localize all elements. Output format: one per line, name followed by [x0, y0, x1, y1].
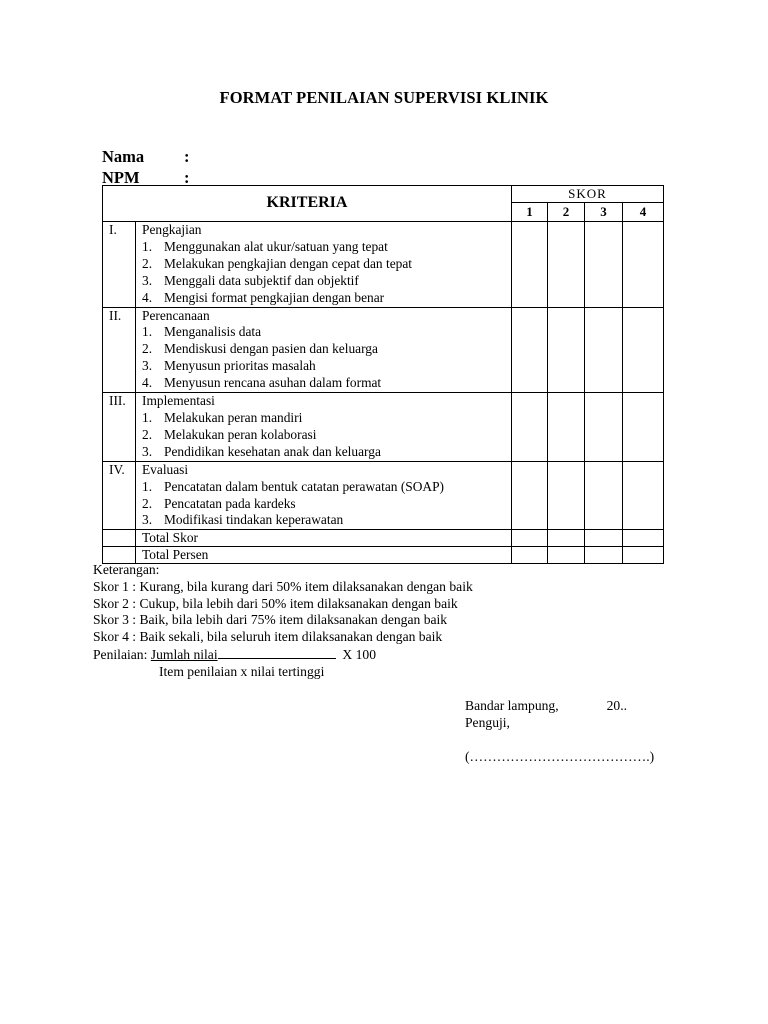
penilaian-formula [93, 646, 473, 664]
criteria-item: 1. Melakukan peran mandiri [142, 409, 303, 425]
score-cell[interactable] [548, 530, 585, 547]
score-cell[interactable] [548, 547, 585, 564]
section-content [136, 393, 512, 462]
criteria-item: 3. Modifikasi tindakan keperawatan [142, 512, 344, 528]
total-skor-row [103, 530, 664, 547]
criteria-item: 2. Melakukan peran kolaborasi [142, 426, 317, 442]
score-cell[interactable] [512, 307, 548, 393]
criteria-item: 3. Menggali data subjektif dan objektif [142, 272, 359, 288]
score-cell[interactable] [512, 461, 548, 530]
formula-numerator: Jumlah nilai [150, 646, 218, 662]
score-cell[interactable] [623, 307, 664, 393]
section-roman: IV. [103, 461, 136, 530]
section-roman: III. [103, 393, 136, 462]
examiner-label: Penguji, [465, 715, 510, 730]
criteria-item: 1. Pencatatan dalam bentuk catatan perawatan (SOAP) [142, 478, 444, 494]
criteria-item: 4. Menyusun rencana asuhan dalam format [142, 375, 382, 391]
score-cell[interactable] [548, 461, 585, 530]
nama-label: Nama [102, 147, 145, 166]
score-cell[interactable] [585, 547, 623, 564]
score-cell[interactable] [548, 222, 585, 308]
score-col-3: 3 [585, 203, 623, 222]
criteria-item: 3. Menyusun prioritas masalah [142, 358, 316, 374]
npm-colon: : [184, 168, 190, 187]
criteria-item: 1. Menggunakan alat ukur/satuan yang tepat [142, 238, 388, 254]
criteria-item: 1. Menganalisis data [142, 324, 262, 340]
criteria-item: 2. Pencatatan pada kardeks [142, 495, 296, 511]
score-cell[interactable] [548, 393, 585, 462]
section-title: Evaluasi [142, 461, 189, 477]
document-title: FORMAT PENILAIAN SUPERVISI KLINIK [219, 88, 549, 107]
year-label: 20.. [606, 698, 628, 713]
signature-block [465, 697, 654, 765]
section-roman: II. [103, 307, 136, 393]
score-cell[interactable] [623, 461, 664, 530]
section-row [103, 222, 664, 308]
section-row [103, 461, 664, 530]
place-date [465, 697, 654, 714]
skor-header: SKOR [512, 186, 664, 203]
empty-cell [103, 530, 136, 547]
notes-block [93, 562, 473, 681]
section-content [136, 461, 512, 530]
criteria-item: 3. Pendidikan kesehatan anak dan keluarga [142, 443, 381, 459]
score-cell[interactable] [623, 222, 664, 308]
formula-multiplier: X 100 [342, 646, 377, 662]
assessment-table [102, 185, 664, 564]
section-row [103, 393, 664, 462]
total-skor-label: Total Skor [136, 530, 512, 547]
npm-label: NPM [102, 168, 140, 187]
criteria-item: 2. Mendiskusi dengan pasien dan keluarga [142, 341, 378, 357]
nama-row [102, 147, 190, 167]
formula-line [218, 646, 336, 659]
skor-1-note: Skor 1 : Kurang, bila kurang dari 50% item dilaksanakan dengan baik [93, 578, 473, 594]
total-persen-label: Total Persen [136, 547, 512, 564]
score-cell[interactable] [548, 307, 585, 393]
score-col-4: 4 [623, 203, 664, 222]
score-cell[interactable] [623, 547, 664, 564]
section-content [136, 222, 512, 308]
criteria-item: 2. Melakukan pengkajian dengan cepat dan tepat [142, 255, 412, 271]
place-label: Bandar lampung, [465, 698, 559, 713]
score-cell[interactable] [512, 530, 548, 547]
section-row [103, 307, 664, 393]
nama-colon: : [184, 147, 190, 166]
skor-3-note: Skor 3 : Baik, bila lebih dari 75% item dilaksanakan dengan baik [93, 612, 448, 628]
score-col-2: 2 [548, 203, 585, 222]
score-cell[interactable] [585, 393, 623, 462]
criteria-item: 4. Mengisi format pengkajian dengan benar [142, 289, 385, 305]
section-title: Implementasi [142, 393, 215, 409]
formula-denominator: Item penilaian x nilai tertinggi [159, 663, 325, 679]
notes-heading: Keterangan: [93, 562, 160, 577]
score-col-1: 1 [512, 203, 548, 222]
skor-2-note: Skor 2 : Cukup, bila lebih dari 50% item dilaksanakan dengan baik [93, 595, 458, 611]
kriteria-header: KRITERIA [103, 186, 512, 222]
score-cell[interactable] [623, 393, 664, 462]
score-cell[interactable] [585, 222, 623, 308]
penilaian-label: Penilaian: [93, 646, 148, 662]
score-cell[interactable] [512, 393, 548, 462]
skor-4-note: Skor 4 : Baik sekali, bila seluruh item dilaksanakan dengan baik [93, 629, 443, 645]
score-cell[interactable] [623, 530, 664, 547]
score-cell[interactable] [585, 461, 623, 530]
signature-blank: (………………………………….) [465, 749, 655, 764]
section-title: Pengkajian [142, 222, 202, 237]
score-cell[interactable] [585, 307, 623, 393]
score-cell[interactable] [512, 547, 548, 564]
score-cell[interactable] [585, 530, 623, 547]
section-roman: I. [103, 222, 136, 308]
score-cell[interactable] [512, 222, 548, 308]
section-content [136, 307, 512, 393]
section-title: Perencanaan [142, 307, 210, 323]
